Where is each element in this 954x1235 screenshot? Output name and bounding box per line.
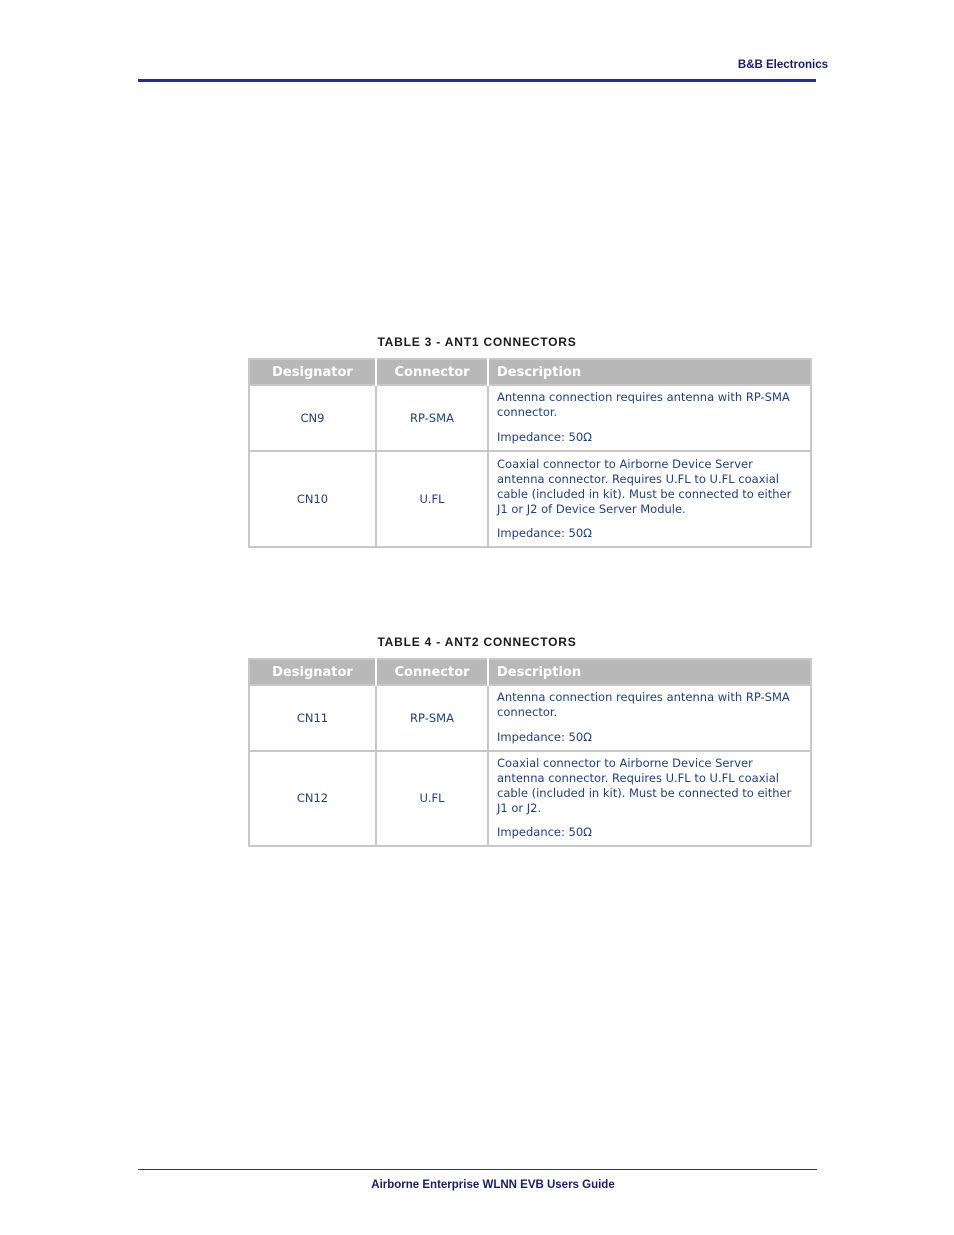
impedance-text: Impedance: 50Ω [497,825,592,839]
table-header-row [249,359,811,385]
column-header-connector: Connector [376,359,488,385]
header-company-name: B&B Electronics [737,59,828,71]
description-text: Antenna connection requires antenna with RP-SMA connector. [497,690,790,719]
connector-cell: RP-SMA [376,385,488,451]
footer-rule [138,1169,817,1170]
description-cell [488,451,811,547]
designator-cell: CN9 [249,385,376,451]
description-cell [488,385,811,451]
table-row [249,451,811,547]
table-header-row [249,659,811,685]
impedance-text: Impedance: 50Ω [497,525,592,540]
column-header-description: Description [488,659,811,685]
connector-cell: U.FL [376,751,488,846]
table-row [249,685,811,751]
table-row [249,751,811,846]
table-ant1-connectors [248,358,812,548]
impedance-text: Impedance: 50Ω [497,730,592,744]
designator-cell: CN11 [249,685,376,751]
connector-cell: RP-SMA [376,685,488,751]
description-cell [488,685,811,751]
column-header-designator: Designator [249,359,376,385]
footer-document-title: Airborne Enterprise WLNN EVB Users Guide [371,1179,615,1191]
table-ant2-connectors [248,658,812,847]
header-rule [138,79,816,82]
designator-cell: CN10 [249,451,376,547]
description-text: Coaxial connector to Airborne Device Server antenna connector. Requires U.FL to U.FL coaxial cable (included in kit). Must be connected to either J1 or J2 of Device Server Module. [497,456,792,516]
column-header-connector: Connector [376,659,488,685]
designator-cell: CN12 [249,751,376,846]
column-header-description: Description [488,359,811,385]
impedance-text: Impedance: 50Ω [497,430,592,444]
connector-cell: U.FL [376,451,488,547]
table-4-caption: TABLE 4 - ANT2 CONNECTORS [377,635,577,649]
description-cell [488,751,811,846]
table-3-caption: TABLE 3 - ANT1 CONNECTORS [377,335,577,349]
description-text: Antenna connection requires antenna with RP-SMA connector. [497,390,790,419]
description-text: Coaxial connector to Airborne Device Server antenna connector. Requires U.FL to U.FL coaxial cable (included in kit). Must be connected to either J1 or J2. [497,756,792,815]
column-header-designator: Designator [249,659,376,685]
table-row [249,385,811,451]
